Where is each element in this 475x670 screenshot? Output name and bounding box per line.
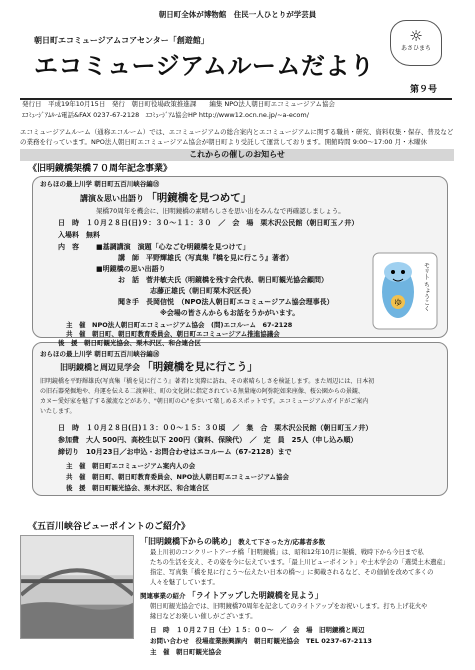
mascot-caption: モリト ちょうこく xyxy=(422,262,430,312)
event-1-interviewer: 聞き手 長岡信悦 （NPO法人朝日町エコミュージアム協会理事長） xyxy=(118,298,334,306)
viewpoint-q2 xyxy=(140,591,323,602)
viewpoint-p1: 最上川初のコンクリートアーチ橋「旧明鏡橋」は、昭和12年10月に架橋、戦時下から今日まで私 xyxy=(150,549,424,556)
event-1-lecturer: 講 師 平野輝雄氏（写真集『橋を見に行こう』著者） xyxy=(118,254,293,262)
event-1-content-2: ■明鏡橋の思い出語り xyxy=(96,265,166,273)
event-1-organizer: 主 催 NPO法人朝日町エコミュージアム協会 (問)エコルーム 67-2128 xyxy=(66,321,293,329)
event-1-cohost: 共 催 朝日町、朝日町教育委員会、朝日町エコミュージアム推進協議会 xyxy=(66,330,280,338)
event-2-desc-4: いたします。 xyxy=(40,408,76,415)
viewpoint-r1: 朝日町観光協会では、旧明鏡橋70周年を記念してのライトアップをお祝いします。打ち上げ花火や xyxy=(150,603,428,610)
event-1-heading xyxy=(80,191,251,205)
event-2-organizer: 主 催 朝日町エコミュージアム案内人の会 xyxy=(66,462,196,470)
viewpoint-organizer: 主 催 朝日町観光協会 xyxy=(150,648,222,656)
event-1-desc: 架橋70周年を機会に、旧明鏡橋の素晴らしさを思い出をみんなで再確認しましょう。 xyxy=(96,207,345,215)
event-2-kind: 旧明鏡橋と周辺見学会 xyxy=(60,363,140,372)
event-2-heading xyxy=(60,360,258,374)
newsletter-title: エコミュージアムルームだより xyxy=(34,52,375,80)
viewpoint-related-label: 関連事業の紹介 xyxy=(140,592,186,600)
intro-text: エコミュージアムルーム（通称エコルーム）では、エコミュージアムの総合案内とエコミュージアムに関する職員・研究、資料収集・保存、普及などの業務を行っています。NPO法人朝日町エコミュージアム協会が朝日町より受託して運営しております。開館時間 9:00～17:00 月・木曜休 xyxy=(20,128,454,146)
event-2-desc-2: の旧石器発掘地や、舟運を伝える二渡神社、町の文化財に指定されている無量庵の阿弥陀如来座像、桜公園からの景観、 xyxy=(40,388,364,395)
event-2-cohost: 共 催 朝日町、朝日町教育委員会、NPO法人朝日町エコミュージアム協会 xyxy=(66,473,290,481)
viewpoint-r2: 縁日などお楽しい催しがございます。 xyxy=(150,613,257,620)
event-1-content-1: ■基調講演 演題「心なごむ明鏡橋を見つけて」 xyxy=(96,243,250,251)
viewpoint-p4: 人々を魅了しています。 xyxy=(150,579,219,586)
event-2-series: おらほの最上川学 朝日町五百川峡谷編⑯ xyxy=(40,350,160,358)
event-1-note: ※会場の皆さんからもお話をうかがいます。 xyxy=(160,309,300,317)
viewpoint-p2: たちの生活を支え、その姿を今に伝えています。「最上川ビューポイント」や土木学会の「選奨土木遺産」 xyxy=(150,559,449,566)
issue-number: 第９号 xyxy=(410,85,438,95)
event-2-datetime: 日 時 １０月２８日(日)１３：００～１５：３０頃 ／ 集 合 栗木沢公民館（朝日町玉ノ井） xyxy=(58,424,373,432)
viewpoint-q1 xyxy=(140,537,325,548)
viewpoint-datetime: 日 時 １０月２７日（土）１５：００～ ／ 会 場 旧明鏡橋と周辺 xyxy=(150,626,365,634)
publication-line-2: ｴｺﾐｭｰｼﾞｱﾑﾙｰﾑ電話&FAX 0237-67-2128 ｴｺﾐｭｰｼﾞｱﾑ協会HP http://www12.ocn.ne.jp/~a-ecom/ xyxy=(22,111,309,119)
viewpoint-section-title: 《五百川峡谷ビューポイントのご紹介》 xyxy=(28,522,191,532)
event-1-speaker-2: 志藤正雄氏（朝日町栗木沢区長） xyxy=(150,287,255,295)
mascot-illustration xyxy=(372,252,438,330)
slogan: 朝日町全体が博物館 住民一人ひとりが学芸員 xyxy=(158,10,317,19)
event-1-fee: 入場料 無料 xyxy=(58,231,100,239)
event-section-title: 《旧明鏡橋架橋７０周年記念事業》 xyxy=(28,164,173,174)
section-bar: これからの催しのお知らせ xyxy=(20,149,454,161)
viewpoint-q1-sub: 教えて下さった方/応募者多数 xyxy=(238,538,326,546)
publication-line-1: 発行日 平成19年10月15日 発行 朝日町役場政策推進課 編集 NPO法人朝日町エコミュージアム協会 xyxy=(22,100,336,108)
event-1-title: 「明鏡橋を見つめて」 xyxy=(146,192,252,204)
viewpoint-p3: 指定、写真集「橋を見に行こう～伝えたい日本の橋～」に掲載されるなど、その価値を改めて多くの xyxy=(150,569,434,576)
event-2-title: 「明鏡橋を見に行こう」 xyxy=(142,361,258,373)
bridge-photo xyxy=(20,535,134,639)
event-2-desc-3: カヌー愛好家を魅了する激流などがあり、"朝日町の心"を歩いて楽しめるスポットです。エコミュージアムガイドがご案内 xyxy=(40,398,369,405)
sun-icon: ☼ xyxy=(409,27,423,45)
event-1-support-line: 後 援 朝日町観光協会、栗木沢区、和合連合区 xyxy=(58,339,201,347)
event-2-desc-1: 旧明鏡橋を平野輝雄氏(写真集『橋を見に行こう』著者)と実際に訪ね、その素晴らしさを検証します。また周辺には、日本初 xyxy=(40,378,375,385)
center-name: 朝日町エコミュージアムコアセンター「創遊館」 xyxy=(34,36,209,45)
viewpoint-q1-title: 「旧明鏡橋下からの眺め」 xyxy=(140,537,236,546)
event-2-support: 後 援 朝日町観光協会、栗木沢区、和合連合区 xyxy=(66,484,209,492)
event-2-deadline: 締切り 10月23日／お申込・お問合わせはエコルーム（67-2128）まで xyxy=(58,448,292,456)
event-1-series: おらほの最上川学 朝日町五百川峡谷編⑮ xyxy=(40,180,160,188)
mascot-text: ゆ xyxy=(394,298,402,307)
logo-text: あさひまち xyxy=(400,45,431,52)
event-1-content-label: 内 容 xyxy=(58,243,79,251)
event-1-speaker-1: お 話 菅井敏夫氏（明鏡橋を残す会代表、朝日町観光協会顧問） xyxy=(118,276,328,284)
header-logo xyxy=(390,20,442,66)
event-2-fee: 参加費 大人 500円、高校生以下 200円（資料、保険代） ／ 定 員 25人（申し込み順） xyxy=(58,436,358,444)
viewpoint-q2-title: 「ライトアップした明鏡橋を見よう」 xyxy=(187,591,323,600)
viewpoint-contact: お問い合わせ 役場産業振興課内 朝日町観光協会 TEL 0237-67-2113 xyxy=(150,637,372,645)
event-1-datetime: 日 時 １０月２８日(日)９：３０～１１：３０ ／ 会 場 栗木沢公民館（朝日町玉ノ井） xyxy=(58,219,359,227)
event-1-kind: 講演＆思い出語り xyxy=(80,194,144,203)
